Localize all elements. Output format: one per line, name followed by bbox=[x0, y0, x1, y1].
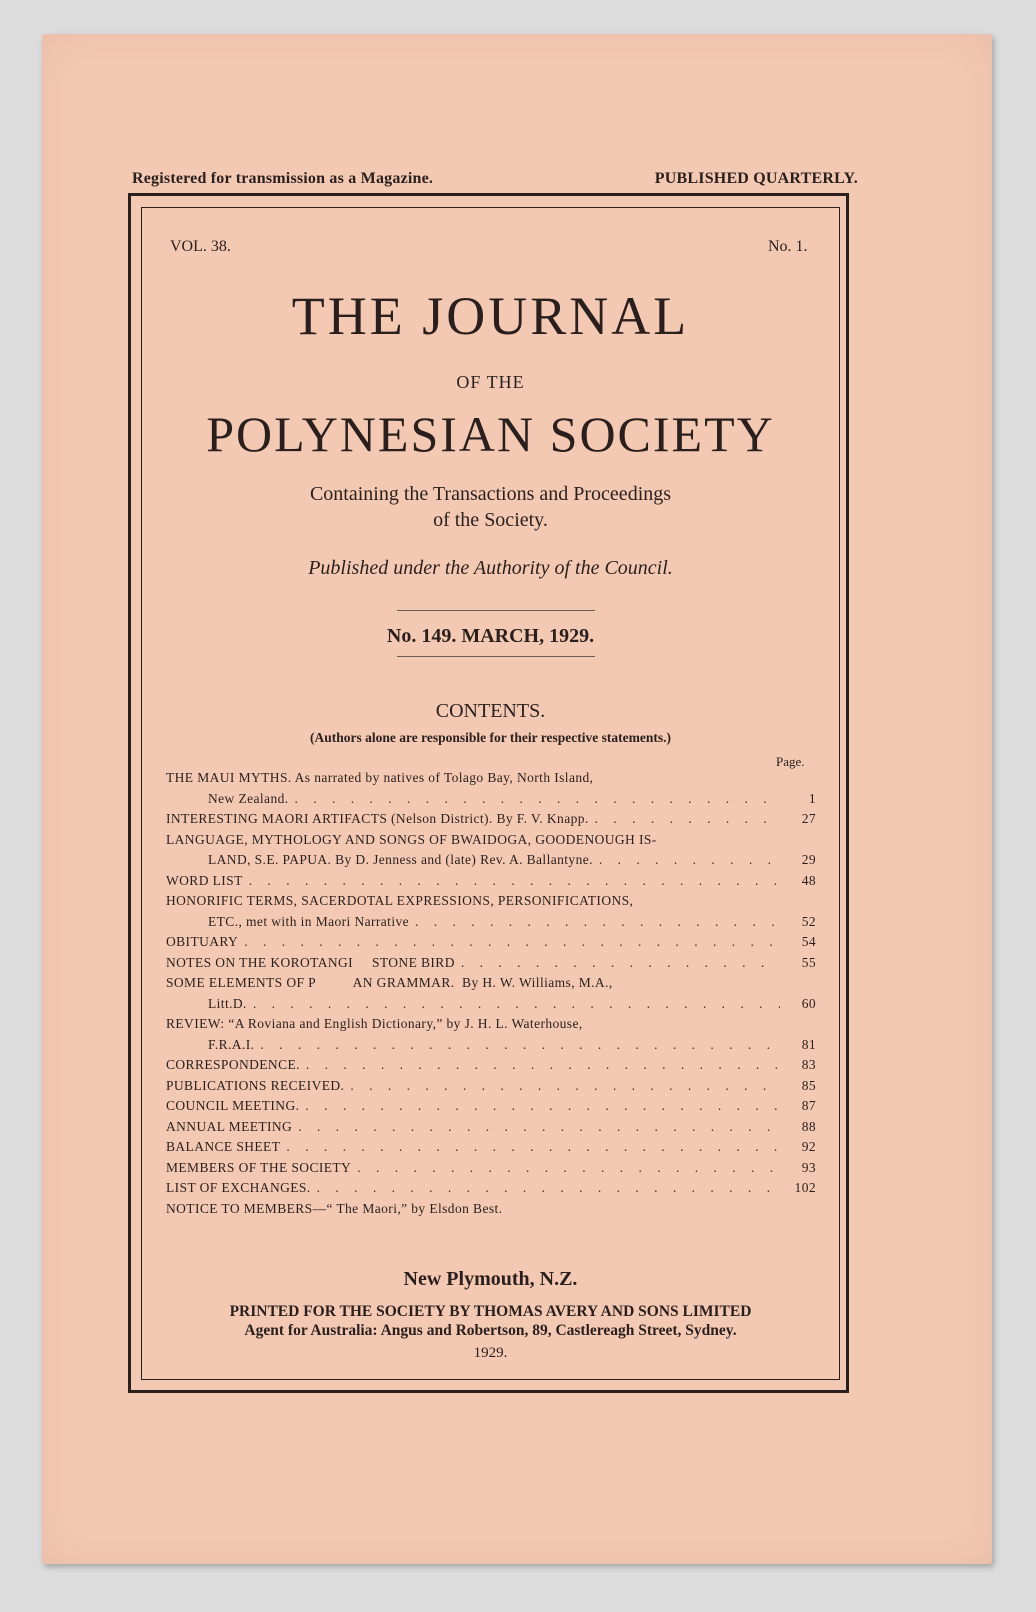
toc-leader-dots bbox=[286, 1137, 780, 1158]
publication-year: 1929. bbox=[473, 1345, 508, 1361]
toc-entry-page: 52 bbox=[801, 913, 816, 929]
toc-entry-title: NOTES ON THE KOROTANGI STONE BIRD bbox=[166, 954, 455, 970]
toc-leader-dots bbox=[461, 953, 780, 974]
registered-note: Registered for transmission as a Magazine. bbox=[132, 170, 434, 187]
toc-entry-page: 93 bbox=[801, 1159, 816, 1175]
toc-entry-title: LANGUAGE, MYTHOLOGY AND SONGS OF BWAIDOGA, GOODENOUGH IS- bbox=[166, 831, 657, 847]
title-the-journal: THE JOURNAL bbox=[291, 286, 690, 346]
toc-entry bbox=[166, 1199, 816, 1220]
toc-entry bbox=[166, 1117, 816, 1138]
authority-statement: Published under the Authority of the Council. bbox=[308, 557, 673, 579]
toc-entry-page: 27 bbox=[801, 811, 816, 826]
toc-entry bbox=[166, 932, 816, 953]
toc-entry-title: INTERESTING MAORI ARTIFACTS (Nelson District). By F. V. Knapp. bbox=[166, 811, 589, 826]
toc-leader-dots bbox=[305, 1096, 780, 1117]
toc-entry bbox=[166, 891, 816, 912]
toc-entry-page: 54 bbox=[801, 934, 816, 949]
volume-label: VOL. 38. bbox=[170, 238, 231, 255]
toc-entry-page: 1 bbox=[808, 790, 816, 806]
toc-entry bbox=[166, 1178, 816, 1199]
toc-entry bbox=[166, 871, 816, 892]
toc-entry bbox=[166, 1158, 816, 1179]
toc-entry bbox=[166, 768, 816, 789]
published-quarterly: PUBLISHED QUARTERLY. bbox=[654, 170, 858, 187]
toc-leader-dots bbox=[244, 932, 780, 953]
toc-entry-title-cont: New Zealand. bbox=[208, 790, 289, 806]
printer-line: PRINTED FOR THE SOCIETY BY THOMAS AVERY AND SONS LIMITED bbox=[229, 1303, 752, 1320]
toc-leader-dots bbox=[298, 1117, 780, 1138]
toc-entry bbox=[166, 973, 816, 994]
toc-entry-title-cont: LAND, S.E. PAPUA. By D. Jenness and (late) Rev. A. Ballantyne. bbox=[208, 852, 593, 867]
toc-entry-title: THE MAUI MYTHS. As narrated by natives of Tolago Bay, North Island, bbox=[166, 770, 594, 785]
toc-entry-title: SOME ELEMENTS OF P AN GRAMMAR. By H. W. Williams, M.A., bbox=[166, 975, 613, 990]
toc-entry-continuation bbox=[166, 850, 816, 871]
toc-entry-title: COUNCIL MEETING. bbox=[166, 1098, 300, 1113]
toc-entry-title: MEMBERS OF THE SOCIETY bbox=[166, 1159, 352, 1175]
toc-entry-continuation bbox=[166, 994, 816, 1015]
toc-entry-title: OBITUARY bbox=[166, 934, 239, 949]
toc-leader-dots bbox=[599, 850, 780, 871]
toc-entry bbox=[166, 1076, 816, 1097]
issue-rule-bottom bbox=[397, 656, 595, 657]
number-label: No. 1. bbox=[768, 238, 808, 255]
toc-entry bbox=[166, 1055, 816, 1076]
toc-entry-title: HONORIFIC TERMS, SACERDOTAL EXPRESSIONS, PERSONIFICATIONS, bbox=[166, 893, 634, 908]
toc-leader-dots bbox=[595, 809, 780, 830]
toc-leader-dots bbox=[317, 1178, 780, 1199]
toc-entry-title: ANNUAL MEETING bbox=[166, 1118, 293, 1134]
toc-entry-title: WORD LIST bbox=[166, 872, 243, 888]
issue-number-date: No. 149. MARCH, 1929. bbox=[386, 625, 595, 647]
toc-entry-title: BALANCE SHEET bbox=[166, 1139, 281, 1154]
toc-entry-continuation bbox=[166, 789, 816, 810]
contents-note: (Authors alone are responsible for their respective statements.) bbox=[310, 730, 671, 745]
toc-entry-page: 88 bbox=[801, 1118, 816, 1134]
toc-entry bbox=[166, 1014, 816, 1035]
toc-entry-page: 29 bbox=[801, 852, 816, 867]
subtitle bbox=[141, 481, 840, 533]
cover-top-line bbox=[132, 170, 858, 188]
printer-block bbox=[141, 1302, 840, 1340]
title-of-the: OF THE bbox=[456, 372, 525, 392]
toc-leader-dots bbox=[350, 1076, 780, 1097]
toc-leader-dots bbox=[306, 1055, 780, 1076]
contents-heading: CONTENTS. bbox=[435, 700, 546, 722]
toc-entry bbox=[166, 1096, 816, 1117]
toc-entry-continuation bbox=[166, 1035, 816, 1056]
toc-leader-dots bbox=[295, 789, 780, 810]
toc-entry bbox=[166, 1137, 816, 1158]
toc-entry-page: 102 bbox=[794, 1180, 816, 1195]
publication-place: New Plymouth, N.Z. bbox=[403, 1268, 578, 1290]
agent-line: Agent for Australia: Angus and Robertson, 89, Castlereagh Street, Sydney. bbox=[244, 1322, 737, 1339]
toc-leader-dots bbox=[357, 1158, 780, 1179]
toc-entry-title: PUBLICATIONS RECEIVED. bbox=[166, 1077, 345, 1093]
toc-entry-title-cont: F.R.A.I. bbox=[208, 1036, 255, 1052]
page-column-header: Page. bbox=[776, 754, 805, 769]
issue-rule-top bbox=[397, 610, 595, 611]
toc-entry-continuation bbox=[166, 912, 816, 933]
toc-entry-page: 85 bbox=[801, 1077, 816, 1093]
subtitle-line-2: of the Society. bbox=[433, 509, 548, 531]
toc-leader-dots bbox=[253, 994, 780, 1015]
toc-entry-page: 55 bbox=[801, 954, 816, 970]
toc-entry-title: CORRESPONDENCE. bbox=[166, 1057, 300, 1072]
subtitle-line-1: Containing the Transactions and Proceedings bbox=[309, 483, 672, 505]
toc-entry-page: 87 bbox=[801, 1098, 816, 1113]
toc-entry-title-cont: ETC., met with in Maori Narrative bbox=[208, 913, 410, 929]
toc-entry bbox=[166, 830, 816, 851]
title-polynesian-society: POLYNESIAN SOCIETY bbox=[206, 406, 775, 462]
toc-entry-page: 60 bbox=[801, 995, 816, 1011]
toc-entry-title: NOTICE TO MEMBERS—“ The Maori,” by Elsdon Best. bbox=[166, 1200, 503, 1216]
table-of-contents bbox=[166, 768, 816, 1219]
toc-entry-title: LIST OF EXCHANGES. bbox=[166, 1180, 311, 1195]
toc-entry-title-cont: Litt.D. bbox=[208, 995, 247, 1011]
toc-leader-dots bbox=[249, 871, 780, 892]
toc-entry-page: 81 bbox=[801, 1036, 816, 1052]
toc-entry-page: 92 bbox=[801, 1139, 816, 1154]
toc-entry bbox=[166, 953, 816, 974]
toc-entry bbox=[166, 809, 816, 830]
toc-entry-title: REVIEW: “A Roviana and English Dictionary,” by J. H. L. Waterhouse, bbox=[166, 1016, 583, 1031]
toc-leader-dots bbox=[415, 912, 780, 933]
toc-leader-dots bbox=[260, 1035, 780, 1056]
toc-entry-page: 83 bbox=[801, 1057, 816, 1072]
toc-entry-page: 48 bbox=[801, 872, 816, 888]
